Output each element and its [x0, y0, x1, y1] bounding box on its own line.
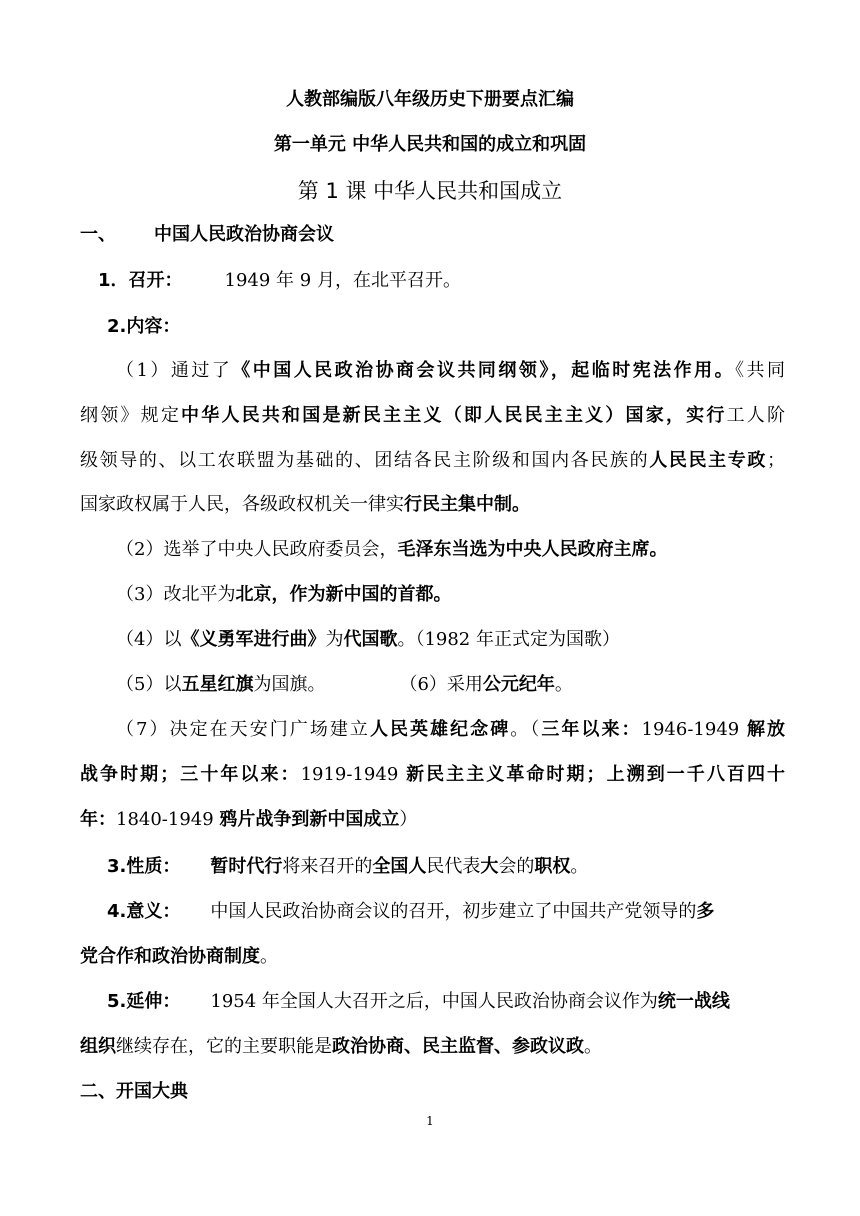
lesson-title: 第 1 课 中华人民共和国成立 [297, 179, 563, 203]
paragraph-3: （3）改北平为北京，作为新中国的首都。 [116, 584, 452, 605]
item-4-line-2: 党合作和政治协商制度。 [80, 946, 278, 967]
item-label: 2.内容： [107, 316, 181, 337]
section-heading-2 [80, 1077, 785, 1103]
section-title: 二、开国大典 [80, 1081, 188, 1102]
document-title: 人教部编版八年级历史下册要点汇编 [286, 89, 574, 110]
section-number: 一、 [80, 224, 116, 245]
paragraph-7-line-3: 年：1840-1949 鸦片战争到新中国成立） [80, 809, 418, 830]
item-5-line-1: 5.延伸： 1954 年全国人大召开之后，中国人民政治协商会议作为统一战线 [107, 991, 730, 1012]
paragraph-1-line-2: 纲领》规定中华人民共和国是新民主主义（即人民民主主义）国家，实行工人阶 [80, 405, 785, 426]
item-2 [107, 312, 812, 338]
section-heading-1 [80, 220, 785, 246]
unit-title: 第一单元 中华人民共和国的成立和巩固 [273, 134, 587, 155]
paragraph-7-line-2: 战争时期；三十年以来：1919-1949 新民主主义革命时期；上溯到一千八百四十 [80, 764, 785, 785]
item-label: 4.意义： [107, 901, 181, 922]
paragraph-5: （5）以五星红旗为国旗。 （6）采用公元纪年。 [116, 674, 573, 695]
item-text: 1949 年 9 月，在北平召开。 [224, 270, 461, 291]
paragraph-2: （2）选举了中央人民政府委员会，毛泽东当选为中央人民政府主席。 [116, 539, 668, 560]
paragraph-4: （4）以《义勇军进行曲》为代国歌。（1982 年正式定为国歌） [116, 629, 620, 650]
paragraph-1-line-4: 国家政权属于人民，各级政权机关一律实行民主集中制。 [80, 494, 530, 515]
item-4-line-1: 4.意义： 中国人民政治协商会议的召开，初步建立了中国共产党领导的多 [107, 901, 715, 922]
item-5-line-2: 组织继续存在，它的主要职能是政治协商、民主监督、参政议政。 [80, 1036, 602, 1057]
item-label: 5.延伸： [107, 991, 181, 1012]
item-label: 1．召开： [98, 270, 183, 291]
paragraph-7-line-1: （7）决定在天安门广场建立人民英雄纪念碑。（三年以来：1946-1949 解放 [116, 719, 785, 740]
paragraph-1-line-3: 级领导的、以工农联盟为基础的、团结各民主阶级和国内各民族的人民民主专政； [80, 450, 785, 471]
item-label: 3.性质： [107, 856, 181, 877]
item-1 [98, 266, 803, 292]
paragraph-1-line-1: （1）通过了《中国人民政治协商会议共同纲领》，起临时宪法作用。《共同 [116, 360, 785, 381]
section-title: 中国人民政治协商会议 [154, 224, 334, 245]
item-3: 3.性质： 暂时代行将来召开的全国人民代表大会的职权。 [107, 856, 589, 877]
page-number: 1 [426, 1114, 434, 1128]
